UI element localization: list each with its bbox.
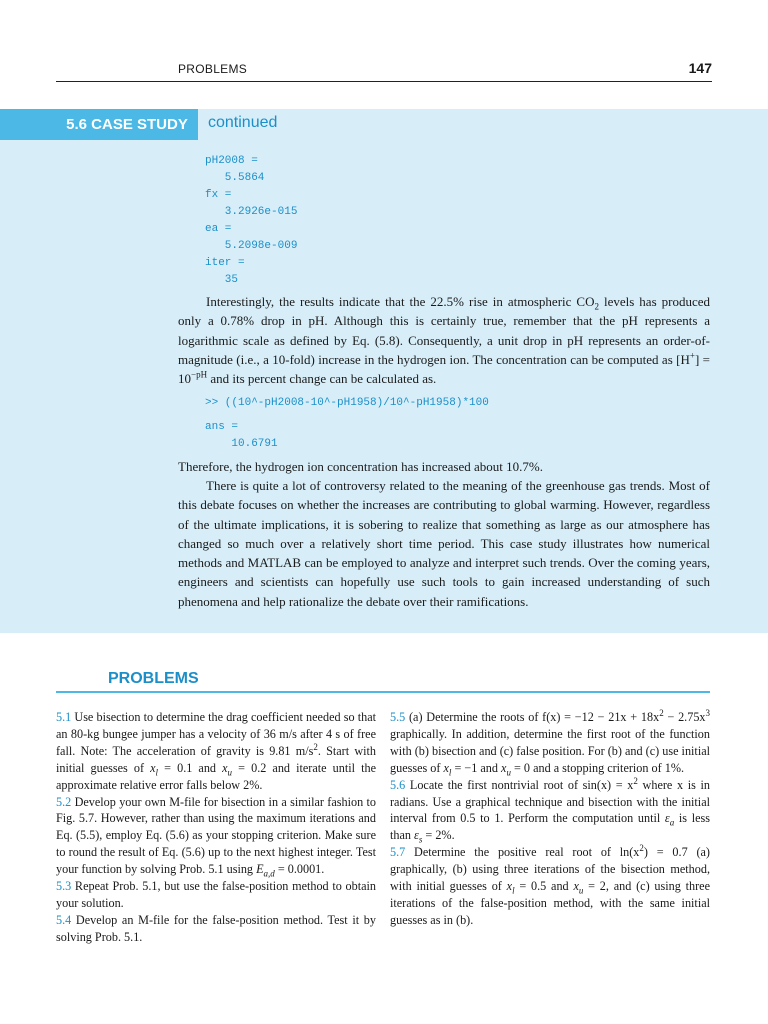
problem-number: 5.6 [390, 777, 406, 792]
problems-column-right [390, 709, 710, 929]
running-head-title: PROBLEMS [178, 62, 248, 76]
matlab-result-block: ans = 10.6791 [205, 421, 278, 450]
problems-heading: PROBLEMS [108, 670, 199, 687]
case-study-paragraph: There is quite a lot of controversy related to the meaning of the greenhouse gas trends. Most of this debate focuses on whether the increases are contributing to global warming. However, regardless of the ultimate implications, it is sobering to realize that something as large as our atmosphere has changed so much over a relatively short time period. This case study illustrates how numerical methods and MATLAB can be employed to analyze and interpret such trends. Over the coming years, engineers and scientists can hopefully use such tools to gain increased understanding of such phenomena and help rationalize the debate over their ramifications. [178, 478, 710, 609]
problem-number: 5.4 [56, 912, 72, 927]
problems-column-left [56, 709, 376, 946]
running-head [56, 60, 712, 82]
problem-number: 5.3 [56, 879, 72, 894]
case-study-tab: 5.6 CASE STUDY [56, 109, 198, 140]
case-study-continued-label: continued [208, 114, 278, 131]
problem-item: 5.5 (a) Determine the roots of $f(x) = -12 - 21x + 18x^2 - 2.75x^3$ graphically. In addition, determine the first root of the function with (b) bisection and (c) false position. For (b) and (c) use initial guesses of $x_l = -1$ and $x_u = 0$ and a stopping criterion of 1%. [390, 707, 711, 778]
case-study-panel [0, 109, 768, 633]
problem-item: 5.4 Develop an M-file for the false-position method. Test it by solving Prob. 5.1. [56, 912, 376, 944]
problems-divider [56, 691, 710, 693]
matlab-command: >> ((10^-pH2008-10^-pH1958)/10^-pH1958)*100 [205, 397, 489, 409]
problem-item: 5.6 Locate the first nontrivial root of $\sin(x) = x^2$ where x is in radians. Use a graphical technique and bisection with the initial interval from 0.5 to 1. Perform the computation until $\varepsilon_a$ is less than $\varepsilon_s = 2\%$. [390, 775, 710, 845]
problem-item: 5.3 Repeat Prob. 5.1, but use the false-position method to obtain your solution. [56, 879, 376, 910]
problem-number: 5.5 [390, 710, 406, 724]
problem-item: 5.2 Develop your own M-file for bisection in a similar fashion to Fig. 5.7. However, rather than using the maximum iterations and Eq. (5.5), employ Eq. (5.6) as your stopping criterion. Make sure to round the result of Eq. (5.6) up to the next highest integer. Test your function by solving Prob. 5.1 using $E_{a,d} = 0.0001$. [56, 794, 376, 879]
problem-number: 5.7 [390, 845, 406, 860]
page-number: 147 [688, 60, 712, 76]
case-study-paragraph: Interestingly, the results indicate that the 22.5% rise in atmospheric $CO_2$ levels has produced only a 0.78% drop in pH. Although this is certainly true, remember that the pH represents a logarithmic scale as defined by Eq. (5.8). Consequently, a unit drop in pH represents an order-of-magnitude (i.e., a 10-fold) increase in the hydrogen ion. The concentration can be computed as $[H^+] = 10^{-pH}$ and its percent change can be calculated as. [178, 294, 710, 387]
problem-number: 5.1 [56, 710, 72, 724]
problem-item: 5.7 Determine the positive real root of $\ln(x^2) = 0.7$ (a) graphically, (b) using three iterations of the bisection method, with initial guesses of $x_l = 0.5$ and $x_u = 2$, and (c) using three iterations of the false-position method, with the same initial guesses as in (b). [390, 843, 710, 927]
case-study-tab-stripe [0, 109, 56, 140]
problem-number: 5.2 [56, 794, 72, 809]
problem-item: 5.1 Use bisection to determine the drag coefficient needed so that an 80-kg bungee jumper has a velocity of 36 m/s after 4 s of free fall. Note: The acceleration of gravity is 9.81 $m/s^2$. Start with initial guesses of $x_l = 0.1$ and $x_u = 0.2$ and iterate until the approximate relative error falls below 2%. [56, 710, 376, 792]
case-study-paragraph: Therefore, the hydrogen ion concentration has increased about 10.7%. [178, 459, 543, 474]
matlab-output-block: pH2008 = 5.5864 fx = 3.2926e-015 ea = 5.2098e-009 iter = 35 [205, 155, 298, 286]
